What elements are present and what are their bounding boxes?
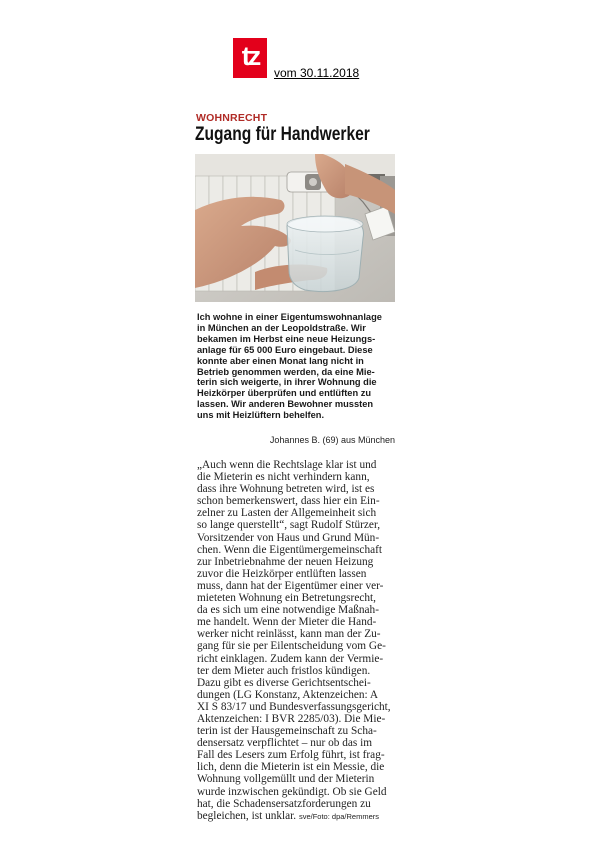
question-author: Johannes B. (69) aus München: [269, 435, 395, 445]
body-line: muss, dann hat der Eigentümer einer ver-: [197, 579, 384, 592]
body-line: Fall des Lesers zum Erfolg führt, ist frag-: [197, 749, 385, 762]
article-headline: Zugang für Handwerker: [195, 124, 370, 145]
body-line: Dazu gibt es diverse Gerichtsentschei-: [197, 676, 371, 689]
body-line-final: [197, 810, 402, 823]
body-line: Vorsitzender von Haus und Grund Mün-: [197, 531, 380, 544]
body-line: Wohnung vollgemüllt und der Mieterin: [197, 773, 375, 786]
body-line: zelner zu Lasten der Allgemeinheit sich: [197, 507, 377, 520]
body-line: dass ihre Wohnung betreten wird, ist es: [197, 483, 375, 496]
publication-date: vom 30.11.2018: [274, 66, 360, 80]
body-line: wurde inzwischen gekündigt. Ob sie Geld: [197, 785, 387, 798]
body-line: zuvor die Heizkörper entlüften lassen: [197, 567, 367, 580]
body-line: schon bemerkenswert, dass hier ein Ein-: [197, 495, 380, 508]
body-line: XI S 83/17 und Bundesverfassungsgericht,: [197, 700, 391, 713]
body-line: mieteten Wohnung ein Betretungsrecht,: [197, 592, 376, 605]
logo-text: tz: [241, 41, 259, 71]
body-line: so lange querstellt“, sagt Rudolf Stürzer,: [197, 519, 381, 532]
lead-line: Heizkörper überprüfen und entlüften zu: [197, 388, 372, 399]
lead-line: in München an der Leopoldstraße. Wir: [197, 322, 366, 333]
body-last-text: begleichen, ist unklar.: [197, 809, 297, 822]
body-line: dungen (LG Konstanz, Aktenzeichen: A: [197, 688, 379, 701]
lead-line: Betrieb genommen werden, da eine Mie-: [197, 366, 375, 377]
article-body: [197, 459, 402, 823]
body-line: zur Inbetriebnahme der neuen Heizung: [197, 555, 374, 568]
body-line: werker nicht reinlässt, kann man der Zu-: [197, 628, 381, 641]
lead-line: konnte aber einen Monat lang nicht in: [197, 355, 364, 366]
body-line: da es sich um eine notwendige Maßnah-: [197, 604, 379, 617]
radiator-photo: [195, 154, 395, 302]
body-line: gang für sie per Eilentscheidung vom Ge-: [197, 640, 386, 653]
lead-line: Ich wohne in einer Eigentumswohnanlage: [197, 312, 382, 322]
lead-line: terin sich weigerte, in ihrer Wohnung die: [197, 377, 377, 388]
body-line: lich, denn die Mieterin ist ein Messie, die: [197, 761, 385, 774]
body-line: densersatz verpflichtet – nur ob das im: [197, 737, 373, 750]
body-line: „Auch wenn die Rechtslage klar ist und: [197, 459, 377, 471]
lead-line: lassen. Wir anderen Bewohner mussten: [197, 399, 374, 410]
body-line: ter dem Mieter auch fristlos kündigen.: [197, 664, 371, 677]
lead-line: bekamen im Herbst eine neue Heizungs-: [197, 333, 376, 344]
lead-line: uns mit Heizlüftern behelfen.: [197, 410, 325, 421]
body-line: chen. Wenn die Eigentümergemeinschaft: [197, 543, 383, 556]
body-line: me handelt. Wenn der Mieter die Hand-: [197, 616, 377, 629]
body-line: die Mieterin es nicht verhindern kann,: [197, 471, 370, 484]
body-line: richt einklagen. Zudem kann der Vermie-: [197, 652, 384, 665]
body-line: hat, die Schadensersatzforderungen zu: [197, 797, 371, 810]
body-line: terin ist der Hausgemeinschaft zu Scha-: [197, 725, 377, 738]
section-kicker: WOHNRECHT: [196, 112, 268, 124]
photo-credit: sve/Foto: dpa/Remmers: [298, 811, 379, 821]
reader-question: [197, 312, 397, 421]
lead-line: anlage für 65 000 Euro eingebaut. Diese: [197, 344, 373, 355]
tz-logo: [233, 38, 267, 78]
body-line: Aktenzeichen: I BVR 2285/03). Die Mie-: [197, 712, 386, 725]
